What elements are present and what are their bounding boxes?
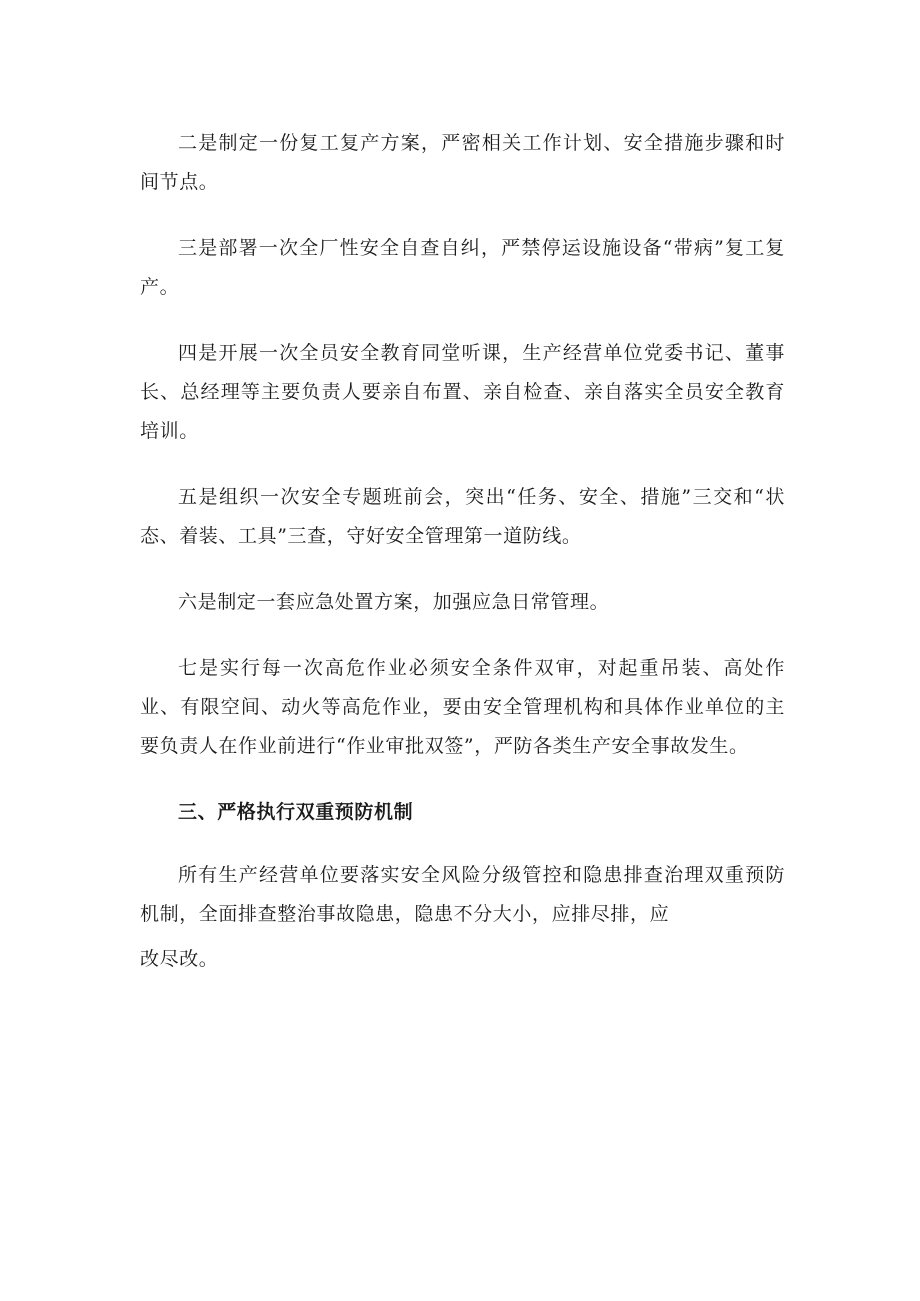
final-fragment: 改尽改。	[140, 948, 219, 970]
paragraph-item-6: 六是制定一套应急处置方案，加强应急日常管理。	[178, 591, 610, 613]
paragraph-item-3: 三是部署一次全厂性安全自查自纠，严禁停运设施设备“带病”复工复产。	[140, 237, 785, 298]
final-paragraph: 所有生产经营单位要落实安全风险分级管控和隐患排查治理双重预防机制，全面排查整治事故隐患，隐患不分大小，应排尽排，应	[140, 864, 785, 925]
paragraph-item-2: 二是制定一份复工复产方案，严密相关工作计划、安全措施步骤和时间节点。	[140, 132, 785, 193]
paragraph-item-5: 五是组织一次安全专题班前会，突出“任务、安全、措施”三交和“状态、着装、工具”三查，守好安全管理第一道防线。	[140, 486, 785, 547]
section-heading: 三、严格执行双重预防机制	[178, 801, 414, 823]
paragraph-item-7: 七是实行每一次高危作业必须安全条件双审，对起重吊装、高处作业、有限空间、动火等高危作业，要由安全管理机构和具体作业单位的主要负责人在作业前进行“作业审批双签”，严防各类生产安全事故发生。	[140, 657, 785, 757]
paragraph-item-4: 四是开展一次全员安全教育同堂听课，生产经营单位党委书记、董事长、总经理等主要负责人要亲自布置、亲自检查、亲自落实全员安全教育培训。	[140, 342, 785, 442]
document-page	[140, 124, 785, 979]
